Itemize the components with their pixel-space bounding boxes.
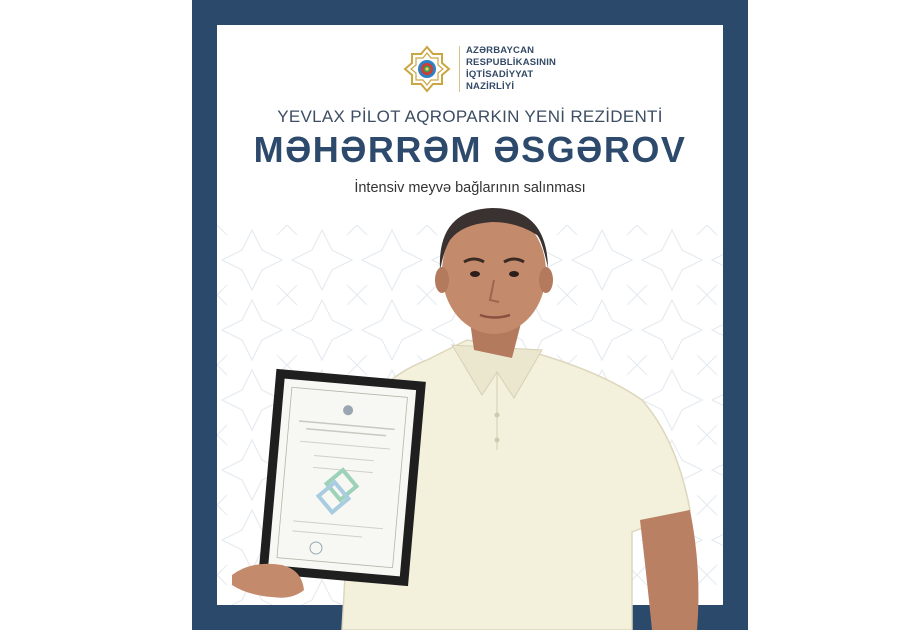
ministry-name-line: NAZİRLİYİ <box>466 81 515 92</box>
ministry-logo <box>403 41 603 97</box>
background-pattern <box>217 225 723 605</box>
ministry-name-line: RESPUBLİKASININ <box>466 57 557 68</box>
ministry-name-line: İQTİSADİYYAT <box>466 69 534 80</box>
logo-divider <box>459 46 460 92</box>
azerbaijan-emblem-icon <box>403 45 451 93</box>
headline-subtitle: YEVLAX PİLOT AQROPARKIN YENİ REZİDENTİ <box>277 107 663 126</box>
poster-frame <box>192 0 748 630</box>
headline-tagline: İntensiv meyvə bağlarının salınması <box>354 180 586 196</box>
ministry-name-line: AZƏRBAYCAN <box>466 45 535 56</box>
poster-content <box>217 25 723 605</box>
person-name: MƏHƏRRƏM ƏSGƏROV <box>253 129 687 170</box>
ministry-name <box>466 45 556 93</box>
